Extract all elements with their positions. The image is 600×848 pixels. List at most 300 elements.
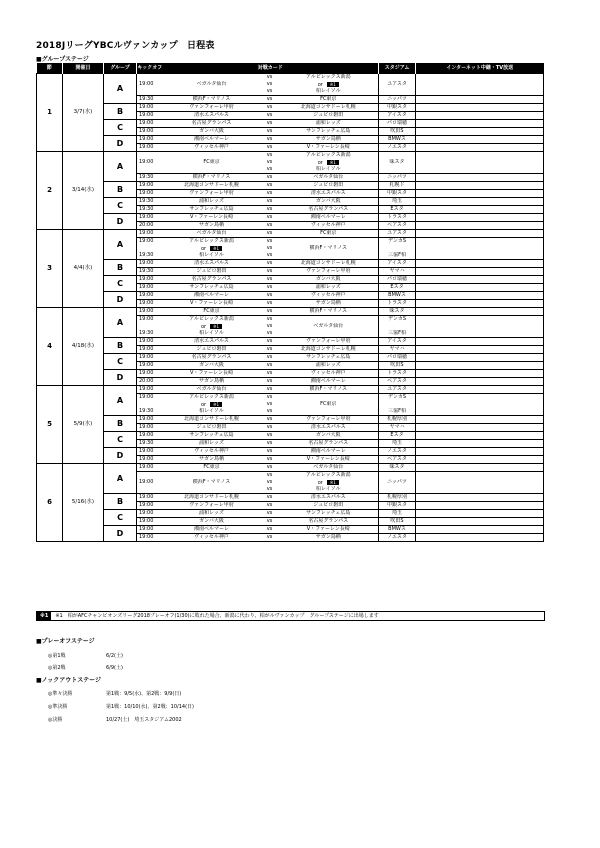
away-team: アルビレックス新潟 xyxy=(279,472,379,480)
tv-broadcast xyxy=(416,370,544,378)
home-team: 北海道コンサドーレ札幌 xyxy=(163,182,261,190)
vs-label: vs xyxy=(261,424,279,432)
footnote xyxy=(36,611,545,621)
match-row xyxy=(37,464,544,472)
kickoff-time: 19:00 xyxy=(137,120,163,128)
vs-label: vs xyxy=(261,260,279,268)
kickoff-time: 19:00 xyxy=(137,346,163,354)
stadium: 吹田S xyxy=(379,128,416,136)
stadium: パロ瑞穂 xyxy=(379,120,416,128)
note-marker: ※1 xyxy=(327,160,339,165)
home-team: ガンバ大阪 xyxy=(163,128,261,136)
group-letter: B xyxy=(104,416,137,432)
tv-broadcast xyxy=(416,518,544,526)
vs-label: vs xyxy=(266,479,273,485)
vs-label: vs xyxy=(261,472,279,480)
home-team: 湘南ベルマーレ xyxy=(163,136,261,144)
tv-broadcast xyxy=(416,330,544,338)
vs-label: vs xyxy=(261,494,279,502)
group-letter: A xyxy=(104,308,137,338)
home-team: 湘南ベルマーレ xyxy=(163,292,261,300)
stadium xyxy=(379,401,416,408)
stadium: ヤマハ xyxy=(379,424,416,432)
tv-broadcast xyxy=(416,408,544,416)
kickoff-time: 19:00 xyxy=(137,238,163,246)
kickoff-time: 19:00 xyxy=(137,494,163,502)
vs-label: vs xyxy=(261,432,279,440)
kickoff-time: 19:00 xyxy=(139,81,154,87)
vs-label: vs xyxy=(261,308,279,316)
away-team: アルビレックス新潟 xyxy=(279,152,379,160)
home-team: アルビレックス新潟 xyxy=(163,316,261,324)
away-team: ジュビロ磐田 xyxy=(279,502,379,510)
tv-broadcast xyxy=(416,526,544,534)
away-team xyxy=(279,238,379,246)
vs-label: vs xyxy=(261,206,279,214)
away-team: 湘南ベルマーレ xyxy=(279,378,379,386)
home-team: FC東京 xyxy=(163,464,261,472)
away-team: 浦和レッズ xyxy=(279,362,379,370)
tv-broadcast xyxy=(416,308,544,316)
section-number: 1 xyxy=(37,74,63,152)
match-row xyxy=(37,338,544,346)
tv-broadcast xyxy=(416,510,544,518)
kickoff-time xyxy=(137,472,163,480)
match-row xyxy=(37,104,544,112)
group-letter: C xyxy=(104,120,137,136)
group-letter: C xyxy=(104,198,137,214)
kickoff-time: 19:00 xyxy=(137,534,163,542)
home-team: ベガルタ仙台 xyxy=(163,386,261,394)
away-team: 清水エスパルス xyxy=(279,190,379,198)
away-team xyxy=(279,316,379,324)
away-team: 北海道コンサドーレ札幌 xyxy=(279,104,379,112)
tv-broadcast xyxy=(416,338,544,346)
away-team: ジュビロ磐田 xyxy=(279,182,379,190)
stadium: デンカS xyxy=(379,316,416,324)
stadium: ユアスタ xyxy=(379,81,416,88)
vs-label: vs xyxy=(261,386,279,394)
tv-broadcast xyxy=(416,166,544,174)
kickoff-time: 19:00 xyxy=(137,190,163,198)
away-team: 横浜F・マリノス xyxy=(309,245,347,251)
vs-label: vs xyxy=(261,214,279,222)
match-date: 4/4(水) xyxy=(63,230,104,308)
kickoff-time: 19:00 xyxy=(137,260,163,268)
group-letter: A xyxy=(104,386,137,416)
match-row xyxy=(37,448,544,456)
schedule-body xyxy=(37,74,544,542)
stadium: トラスタ xyxy=(379,214,416,222)
stadium: 札幌厚別 xyxy=(379,494,416,502)
kickoff-time: 19:00 xyxy=(139,159,154,165)
stadium: アイスタ xyxy=(379,338,416,346)
away-team: ヴィッセル神戸 xyxy=(279,222,379,230)
vs-label: vs xyxy=(266,486,273,492)
kickoff-time: 19:00 xyxy=(139,479,154,485)
group-letter: D xyxy=(104,448,137,464)
or-label: or xyxy=(317,159,323,166)
stadium: ベアスタ xyxy=(379,456,416,464)
kickoff-time: 19:00 xyxy=(137,526,163,534)
home-team: 湘南ベルマーレ xyxy=(163,526,261,534)
tv-broadcast xyxy=(416,401,544,408)
kickoff-time: 19:30 xyxy=(137,198,163,206)
stadium xyxy=(379,88,416,96)
vs-label: vs xyxy=(261,448,279,456)
home-team: アルビレックス新潟 xyxy=(163,394,261,402)
home-team: ジュビロ磐田 xyxy=(163,346,261,354)
away-team: サンフレッチェ広島 xyxy=(279,510,379,518)
kickoff-time: 19:00 xyxy=(137,448,163,456)
match-row xyxy=(37,276,544,284)
away-team: サガン鳥栖 xyxy=(279,300,379,308)
tv-broadcast xyxy=(416,416,544,424)
kickoff-time: 19:30 xyxy=(139,252,154,258)
section-number: 3 xyxy=(37,230,63,308)
stadium xyxy=(379,166,416,174)
home-team: ガンバ大阪 xyxy=(163,518,261,526)
tv-broadcast xyxy=(416,190,544,198)
kickoff-time: 19:00 xyxy=(137,300,163,308)
match-date: 3/14(水) xyxy=(63,152,104,230)
away-team xyxy=(279,330,379,338)
group-letter: B xyxy=(104,338,137,354)
tv-broadcast xyxy=(416,284,544,292)
home-team xyxy=(163,486,261,494)
playoff-label: ◎第1戦 xyxy=(48,653,66,659)
vs-label: vs xyxy=(261,416,279,424)
kickoff-time: 19:00 xyxy=(137,182,163,190)
kickoff-time: 19:00 xyxy=(137,432,163,440)
tv-broadcast xyxy=(416,245,544,252)
tv-broadcast xyxy=(416,502,544,510)
kickoff-time xyxy=(137,486,163,494)
away-team: V・ファーレン長崎 xyxy=(279,144,379,152)
vs-label: vs xyxy=(261,96,279,104)
kickoff-time: 19:00 xyxy=(137,104,163,112)
kickoff-time: 19:30 xyxy=(139,408,154,414)
stadium: ユアスタ xyxy=(379,386,416,394)
kickoff-time: 19:30 xyxy=(137,206,163,214)
match-row xyxy=(37,510,544,518)
stadium xyxy=(379,245,416,252)
vs-label: vs xyxy=(261,152,279,160)
match-date: 4/18(水) xyxy=(63,308,104,386)
away-team: 柏レイソル xyxy=(315,166,341,172)
home-team: FC東京 xyxy=(203,159,220,165)
home-team: 浦和レッズ xyxy=(163,198,261,206)
away-team: 清水エスパルス xyxy=(279,494,379,502)
col-tv: インターネット中継・TV放送 xyxy=(416,63,544,74)
away-team: V・ファーレン長崎 xyxy=(279,456,379,464)
away-team: ヴァンフォーレ甲府 xyxy=(279,416,379,424)
note-marker: ※1 xyxy=(210,324,222,329)
vs-label: vs xyxy=(261,74,279,82)
away-team: ベガルタ仙台 xyxy=(279,174,379,182)
or-label: or xyxy=(317,479,323,486)
match-row xyxy=(37,386,544,394)
knockout-label: ◎準決勝 xyxy=(48,704,68,710)
vs-label: vs xyxy=(261,354,279,362)
stadium: 味スタ xyxy=(379,159,416,166)
note-marker: ※1 xyxy=(327,480,339,485)
tv-broadcast xyxy=(416,136,544,144)
group-letter: C xyxy=(104,354,137,370)
away-team: ガンバ大阪 xyxy=(279,432,379,440)
match-row xyxy=(37,214,544,222)
vs-label: vs xyxy=(261,120,279,128)
stadium: Eスタ xyxy=(379,284,416,292)
tv-broadcast xyxy=(416,534,544,542)
away-team: 横浜F・マリノス xyxy=(279,386,379,394)
kickoff-time: 19:30 xyxy=(137,174,163,182)
or-label: or xyxy=(317,81,323,88)
home-team: サガン鳥栖 xyxy=(163,222,261,230)
kickoff-time: 19:00 xyxy=(137,424,163,432)
kickoff-time: 19:30 xyxy=(139,330,154,336)
kickoff-time xyxy=(137,88,163,96)
group-letter: D xyxy=(104,370,137,386)
away-team: ヴィッセル神戸 xyxy=(279,292,379,300)
vs-label: vs xyxy=(261,510,279,518)
note-marker: ※1 xyxy=(210,402,222,407)
vs-label: vs xyxy=(261,222,279,230)
kickoff-time: 19:00 xyxy=(137,362,163,370)
knockout-value: 10/27(土) 埼玉スタジアム2002 xyxy=(106,717,182,723)
tv-broadcast xyxy=(416,120,544,128)
home-team: 浦和レッズ xyxy=(163,510,261,518)
stadium: Eスタ xyxy=(379,432,416,440)
kickoff-time: 19:30 xyxy=(137,440,163,448)
stadium: 札幌厚別 xyxy=(379,416,416,424)
col-kickoff: キックオフ xyxy=(137,63,163,74)
tv-broadcast xyxy=(416,214,544,222)
tv-broadcast xyxy=(416,276,544,284)
group-letter: A xyxy=(104,74,137,104)
stadium: アイスタ xyxy=(379,260,416,268)
tv-broadcast xyxy=(416,74,544,82)
kickoff-time: 19:00 xyxy=(137,456,163,464)
home-team: ヴァンフォーレ甲府 xyxy=(163,190,261,198)
match-row xyxy=(37,182,544,190)
vs-label: vs xyxy=(261,456,279,464)
away-team: ヴァンフォーレ甲府 xyxy=(279,338,379,346)
home-team: FC東京 xyxy=(163,308,261,316)
tv-broadcast xyxy=(416,260,544,268)
tv-broadcast xyxy=(416,479,544,486)
match-row xyxy=(37,120,544,128)
kickoff-time: 19:00 xyxy=(137,214,163,222)
home-team: ヴィッセル神戸 xyxy=(163,534,261,542)
vs-label: vs xyxy=(261,128,279,136)
stadium: アイスタ xyxy=(379,112,416,120)
stadium: BMWス xyxy=(379,526,416,534)
kickoff-time: 19:00 xyxy=(137,128,163,136)
kickoff-time xyxy=(137,401,163,408)
vs-label: vs xyxy=(261,518,279,526)
kickoff-time: 20:00 xyxy=(137,378,163,386)
tv-broadcast xyxy=(416,448,544,456)
match-row xyxy=(37,494,544,502)
kickoff-time: 19:00 xyxy=(137,292,163,300)
away-team: サンフレッチェ広島 xyxy=(279,354,379,362)
home-team: 清水エスパルス xyxy=(163,112,261,120)
home-team: V・ファーレン長崎 xyxy=(163,370,261,378)
kickoff-time: 19:00 xyxy=(137,112,163,120)
knockout-value: 第1戦：10/10(水)、第2戦：10/14(日) xyxy=(106,704,194,710)
tv-broadcast xyxy=(416,159,544,166)
or-label: or xyxy=(200,245,207,252)
away-team: 名古屋グランパス xyxy=(279,440,379,448)
group-stage-heading: ■グループステージ xyxy=(36,56,89,63)
stadium: 吹田S xyxy=(379,362,416,370)
home-team: 浦和レッズ xyxy=(163,440,261,448)
stadium: トラスタ xyxy=(379,370,416,378)
away-team xyxy=(279,159,379,166)
match-row xyxy=(37,152,544,160)
stadium: ベアスタ xyxy=(379,378,416,386)
tv-broadcast xyxy=(416,464,544,472)
col-card: 対戦カード xyxy=(163,63,379,74)
away-team: アルビレックス新潟 xyxy=(279,74,379,82)
vs-label: vs xyxy=(261,394,279,402)
vs-label: vs xyxy=(261,292,279,300)
tv-broadcast xyxy=(416,424,544,432)
vs-label: vs xyxy=(261,174,279,182)
tv-broadcast xyxy=(416,238,544,246)
group-letter: A xyxy=(104,152,137,182)
away-team: 清水エスパルス xyxy=(279,424,379,432)
away-team: V・ファーレン長崎 xyxy=(279,526,379,534)
match-date: 5/16(水) xyxy=(63,464,104,542)
kickoff-time: 19:00 xyxy=(137,416,163,424)
away-team: 湘南ベルマーレ xyxy=(279,214,379,222)
tv-broadcast xyxy=(416,472,544,480)
stadium: 埼玉 xyxy=(379,510,416,518)
away-team: 北海道コンサドーレ札幌 xyxy=(279,260,379,268)
kickoff-time: 20:00 xyxy=(137,222,163,230)
tv-broadcast xyxy=(416,354,544,362)
tv-broadcast xyxy=(416,96,544,104)
stadium: ノエスタ xyxy=(379,144,416,152)
vs-label: vs xyxy=(266,245,273,251)
vs-label: vs xyxy=(261,238,279,246)
away-team: 浦和レッズ xyxy=(279,284,379,292)
home-team: サガン鳥栖 xyxy=(163,456,261,464)
playoff-value: 6/9(土) xyxy=(106,665,123,671)
home-team: サンフレッチェ広島 xyxy=(163,284,261,292)
kickoff-time: 19:00 xyxy=(137,354,163,362)
kickoff-time: 19:00 xyxy=(137,284,163,292)
home-team: 名古屋グランパス xyxy=(163,120,261,128)
away-team: 横浜F・マリノス xyxy=(279,308,379,316)
stadium: 味スタ xyxy=(379,464,416,472)
knockout-value: 第1戦：9/5(水)、第2戦：9/9(日) xyxy=(106,691,182,697)
home-team xyxy=(163,323,261,330)
vs-label: vs xyxy=(261,198,279,206)
vs-label: vs xyxy=(266,323,273,329)
vs-label: vs xyxy=(266,408,273,414)
tv-broadcast xyxy=(416,144,544,152)
kickoff-time xyxy=(137,152,163,160)
tv-broadcast xyxy=(416,300,544,308)
away-team: 湘南ベルマーレ xyxy=(279,448,379,456)
away-team: ヴィッセル神戸 xyxy=(279,370,379,378)
col-date: 開催日 xyxy=(63,63,104,74)
stadium: BMWス xyxy=(379,136,416,144)
vs-label: vs xyxy=(261,534,279,542)
match-row xyxy=(37,198,544,206)
note-marker: ※1 xyxy=(210,246,222,251)
tv-broadcast xyxy=(416,486,544,494)
match-row xyxy=(37,416,544,424)
stadium: ベアスタ xyxy=(379,222,416,230)
home-team: 清水エスパルス xyxy=(163,260,261,268)
home-team: V・ファーレン長崎 xyxy=(163,214,261,222)
vs-label: vs xyxy=(266,166,273,172)
home-team: ヴィッセル神戸 xyxy=(163,144,261,152)
away-team: ベガルタ仙台 xyxy=(279,464,379,472)
kickoff-time: 19:00 xyxy=(137,518,163,526)
tv-broadcast xyxy=(416,323,544,330)
vs-label: vs xyxy=(266,401,273,407)
tv-broadcast xyxy=(416,456,544,464)
vs-label: vs xyxy=(261,362,279,370)
kickoff-time xyxy=(137,323,163,330)
home-team: 名古屋グランパス xyxy=(163,276,261,284)
home-team: ベガルタ仙台 xyxy=(163,230,261,238)
knockout-heading: ■ノックアウトステージ xyxy=(36,677,101,684)
kickoff-time: 19:00 xyxy=(137,338,163,346)
footnote-mark: ※1 xyxy=(37,612,51,620)
home-team: 名古屋グランパス xyxy=(163,354,261,362)
match-date: 3/7(水) xyxy=(63,74,104,152)
tv-broadcast xyxy=(416,112,544,120)
kickoff-time: 19:00 xyxy=(137,308,163,316)
away-team xyxy=(279,81,379,88)
section-number: 2 xyxy=(37,152,63,230)
group-letter: B xyxy=(104,182,137,198)
group-letter: C xyxy=(104,276,137,292)
match-row xyxy=(37,432,544,440)
kickoff-time: 19:00 xyxy=(137,510,163,518)
home-team: ヴァンフォーレ甲府 xyxy=(163,104,261,112)
tv-broadcast xyxy=(416,494,544,502)
away-team: 北海道コンサドーレ札幌 xyxy=(279,346,379,354)
vs-label: vs xyxy=(261,144,279,152)
home-team: 柏レイソル xyxy=(199,252,224,258)
stadium: ノエスタ xyxy=(379,448,416,456)
tv-broadcast xyxy=(416,230,544,238)
home-team: ヴァンフォーレ甲府 xyxy=(163,502,261,510)
vs-label: vs xyxy=(261,104,279,112)
home-team: V・ファーレン長崎 xyxy=(163,300,261,308)
match-date: 5/9(水) xyxy=(63,386,104,464)
group-letter: C xyxy=(104,432,137,448)
home-team: サンフレッチェ広島 xyxy=(163,206,261,214)
vs-label: vs xyxy=(261,276,279,284)
tv-broadcast xyxy=(416,174,544,182)
away-team: FC東京 xyxy=(320,401,337,407)
vs-label: vs xyxy=(261,440,279,448)
kickoff-time: 19:00 xyxy=(137,230,163,238)
col-group: グループ xyxy=(104,63,137,74)
stadium xyxy=(379,74,416,82)
match-row xyxy=(37,136,544,144)
vs-label: vs xyxy=(261,346,279,354)
group-letter: B xyxy=(104,104,137,120)
